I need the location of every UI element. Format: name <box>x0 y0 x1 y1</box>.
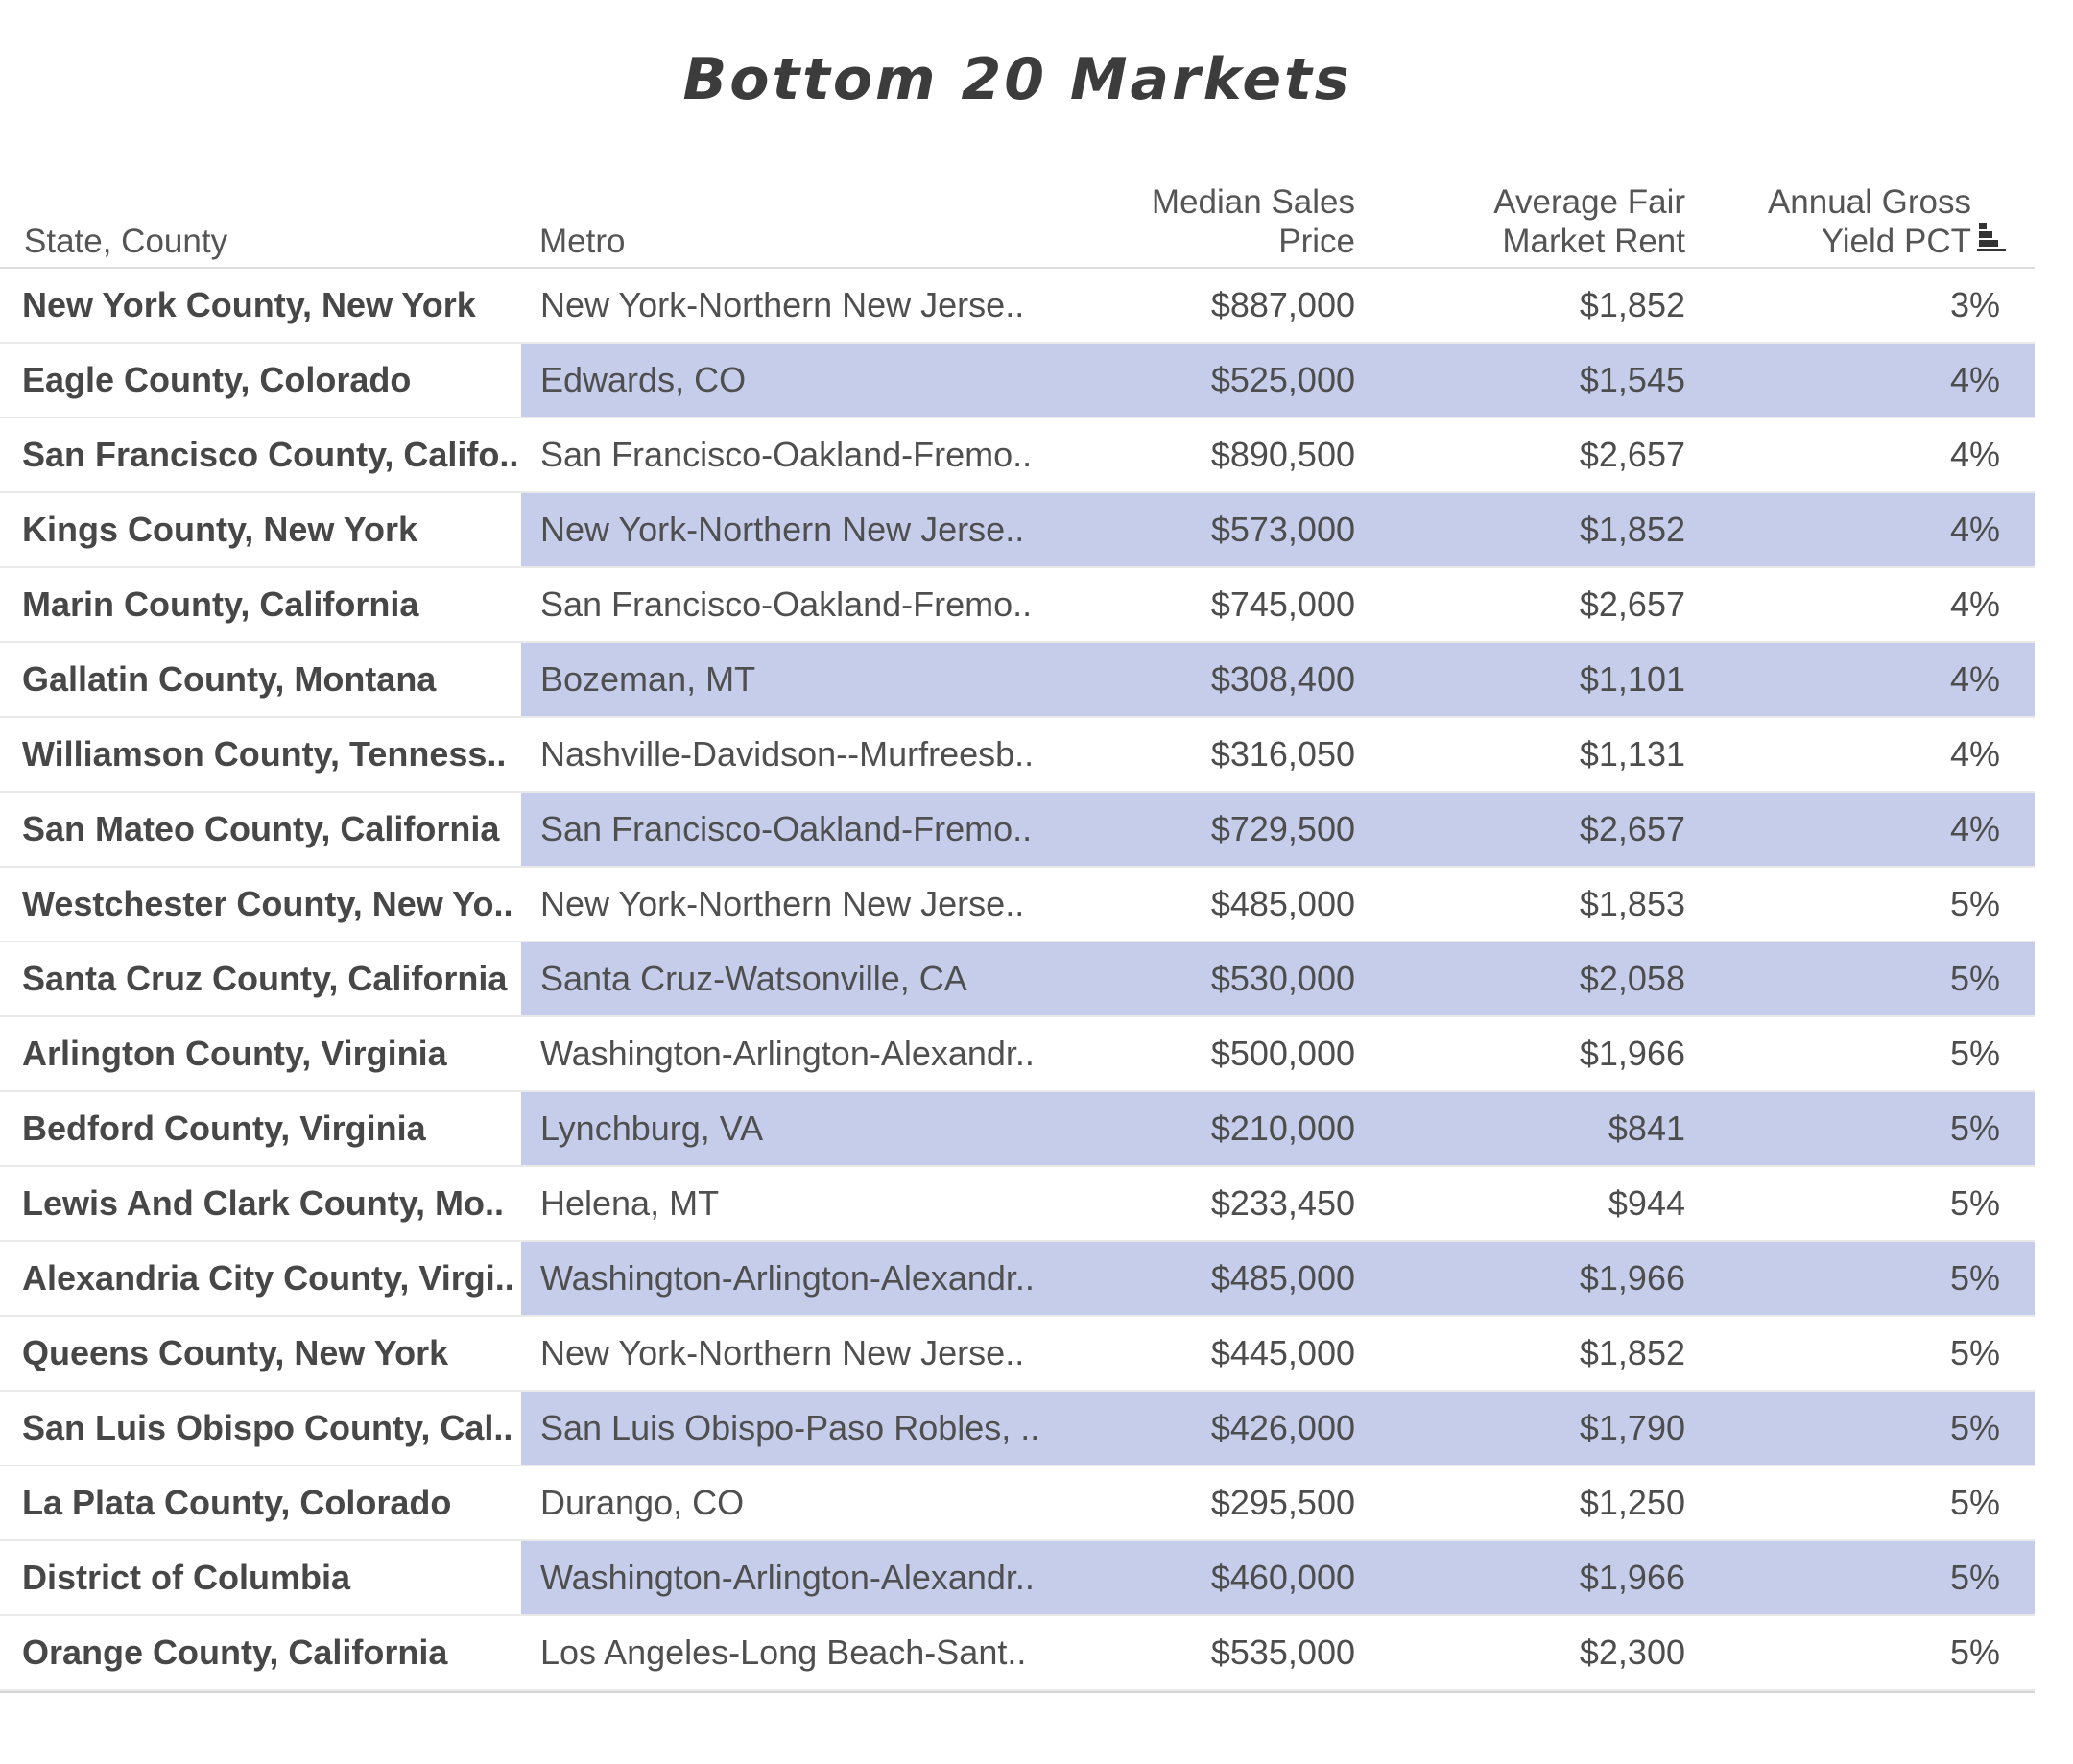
header-state-county-label: State, County <box>24 223 228 260</box>
chart-title: Bottom 20 Markets <box>682 46 1352 113</box>
sort-ascending-icon[interactable] <box>1977 221 2006 253</box>
cell-state: Orange County, California <box>22 1633 448 1672</box>
cell-price: $460,000 <box>1210 1558 1355 1597</box>
table-row[interactable] <box>0 942 2035 1015</box>
cell-metro: Washington-Arlington-Alexandr.. <box>540 1258 1035 1298</box>
cell-metro: San Francisco-Oakland-Fremo.. <box>540 809 1033 848</box>
cell-metro: San Francisco-Oakland-Fremo.. <box>540 584 1033 624</box>
cell-yield: 5% <box>1949 1408 2000 1447</box>
cell-state: Williamson County, Tenness.. <box>22 734 507 774</box>
table-row[interactable] <box>0 718 2035 791</box>
cell-yield: 5% <box>1949 1333 2000 1372</box>
cell-price: $485,000 <box>1210 884 1355 923</box>
table-bottom-border <box>0 1691 2035 1693</box>
cell-state: Lewis And Clark County, Mo.. <box>22 1183 505 1223</box>
cell-price: $426,000 <box>1210 1408 1355 1447</box>
header-metro-label: Metro <box>539 223 626 260</box>
cell-rent: $1,852 <box>1579 510 1685 549</box>
cell-metro: Helena, MT <box>540 1183 720 1223</box>
header-annual-gross-yield[interactable] <box>1768 182 1971 261</box>
cell-rent: $2,657 <box>1579 584 1685 624</box>
cell-rent: $2,300 <box>1579 1633 1685 1672</box>
cell-price: $525,000 <box>1210 360 1355 399</box>
markets-table <box>0 178 2035 1691</box>
cell-price: $316,050 <box>1210 734 1355 774</box>
table-row[interactable] <box>0 269 2035 342</box>
header-average-fair-market-rent[interactable] <box>1493 182 1685 261</box>
table-row[interactable] <box>0 1242 2035 1315</box>
table-row[interactable] <box>0 793 2035 866</box>
table-row[interactable] <box>0 1392 2035 1465</box>
cell-price: $745,000 <box>1210 584 1355 624</box>
cell-state: La Plata County, Colorado <box>22 1483 452 1522</box>
cell-state: San Luis Obispo County, Cal.. <box>22 1408 513 1447</box>
cell-metro: Washington-Arlington-Alexandr.. <box>540 1034 1035 1073</box>
cell-yield: 4% <box>1949 809 2000 848</box>
cell-yield: 4% <box>1949 584 2000 624</box>
cell-state: Santa Cruz County, California <box>22 959 508 998</box>
table-row[interactable] <box>0 1017 2035 1090</box>
cell-yield: 5% <box>1949 959 2000 998</box>
cell-yield: 5% <box>1949 1034 2000 1073</box>
cell-price: $729,500 <box>1210 809 1355 848</box>
cell-rent: $1,131 <box>1579 734 1685 774</box>
cell-rent: $944 <box>1608 1183 1685 1223</box>
cell-metro: Santa Cruz-Watsonville, CA <box>540 959 967 998</box>
header-metro[interactable] <box>539 222 625 261</box>
cell-yield: 4% <box>1949 510 2000 549</box>
cell-rent: $1,966 <box>1579 1558 1685 1597</box>
cell-price: $887,000 <box>1210 285 1355 324</box>
cell-state: Westchester County, New Yo.. <box>22 884 513 923</box>
cell-yield: 5% <box>1949 1483 2000 1522</box>
cell-state: New York County, New York <box>22 285 476 324</box>
cell-metro: Nashville-Davidson--Murfreesb.. <box>540 734 1035 774</box>
cell-price: $308,400 <box>1210 659 1355 699</box>
table-row[interactable] <box>0 418 2035 491</box>
header-yield-line2: Yield PCT <box>1821 223 1971 260</box>
cell-price: $890,500 <box>1210 435 1355 474</box>
cell-yield: 5% <box>1949 1258 2000 1298</box>
table-row[interactable] <box>0 868 2035 941</box>
cell-metro: Durango, CO <box>540 1483 745 1522</box>
cell-price: $210,000 <box>1210 1108 1355 1148</box>
cell-price: $573,000 <box>1210 510 1355 549</box>
cell-metro: New York-Northern New Jerse.. <box>540 510 1025 549</box>
header-state-county[interactable] <box>24 222 227 261</box>
cell-yield: 4% <box>1949 659 2000 699</box>
cell-rent: $2,058 <box>1579 959 1685 998</box>
cell-yield: 5% <box>1949 1633 2000 1672</box>
cell-state: District of Columbia <box>22 1558 351 1597</box>
header-rent-line1: Average Fair <box>1493 183 1685 221</box>
header-price-line1: Median Sales <box>1151 183 1355 221</box>
cell-price: $530,000 <box>1210 959 1355 998</box>
cell-state: San Mateo County, California <box>22 809 500 848</box>
cell-rent: $2,657 <box>1579 435 1685 474</box>
cell-yield: 5% <box>1949 1108 2000 1148</box>
header-rent-line2: Market Rent <box>1502 223 1685 260</box>
cell-metro: New York-Northern New Jerse.. <box>540 1333 1025 1372</box>
cell-metro: Washington-Arlington-Alexandr.. <box>540 1558 1035 1597</box>
cell-state: Arlington County, Virginia <box>22 1034 447 1073</box>
cell-price: $295,500 <box>1210 1483 1355 1522</box>
cell-yield: 5% <box>1949 1183 2000 1223</box>
cell-yield: 4% <box>1949 360 2000 399</box>
cell-price: $445,000 <box>1210 1333 1355 1372</box>
cell-metro: Lynchburg, VA <box>540 1108 764 1148</box>
cell-price: $535,000 <box>1210 1633 1355 1672</box>
cell-metro: New York-Northern New Jerse.. <box>540 285 1025 324</box>
cell-rent: $1,852 <box>1579 1333 1685 1372</box>
cell-price: $485,000 <box>1210 1258 1355 1298</box>
cell-metro: Bozeman, MT <box>540 659 756 699</box>
table-row[interactable] <box>0 1092 2035 1165</box>
cell-yield: 3% <box>1949 285 2000 324</box>
table-body <box>0 269 2035 1689</box>
cell-rent: $1,790 <box>1579 1408 1685 1447</box>
cell-state: Eagle County, Colorado <box>22 360 412 399</box>
cell-rent: $1,852 <box>1579 285 1685 324</box>
cell-state: Alexandria City County, Virgi.. <box>22 1258 514 1298</box>
table-header <box>0 178 2035 269</box>
table-row[interactable] <box>0 1466 2035 1539</box>
header-median-sales-price[interactable] <box>1152 182 1355 261</box>
cell-state: Bedford County, Virginia <box>22 1108 426 1148</box>
cell-metro: New York-Northern New Jerse.. <box>540 884 1025 923</box>
cell-rent: $1,853 <box>1579 884 1685 923</box>
table-row[interactable] <box>0 643 2035 716</box>
header-yield-line1: Annual Gross <box>1767 183 1971 221</box>
cell-state: Queens County, New York <box>22 1333 449 1372</box>
table-row[interactable] <box>0 1317 2035 1390</box>
cell-rent: $1,966 <box>1579 1258 1685 1298</box>
cell-yield: 5% <box>1949 884 2000 923</box>
table-row[interactable] <box>0 568 2035 641</box>
header-price-line2: Price <box>1278 223 1355 260</box>
cell-state: Kings County, New York <box>22 510 418 549</box>
cell-yield: 5% <box>1949 1558 2000 1597</box>
table-row[interactable] <box>0 1541 2035 1614</box>
cell-metro: San Francisco-Oakland-Fremo.. <box>540 435 1033 474</box>
cell-rent: $1,250 <box>1579 1483 1685 1522</box>
cell-state: San Francisco County, Califo.. <box>22 435 519 474</box>
table-row[interactable] <box>0 1616 2035 1689</box>
table-row[interactable] <box>0 493 2035 566</box>
cell-state: Gallatin County, Montana <box>22 659 437 699</box>
cell-rent: $1,545 <box>1579 360 1685 399</box>
cell-price: $233,450 <box>1210 1183 1355 1223</box>
cell-price: $500,000 <box>1210 1034 1355 1073</box>
cell-rent: $1,966 <box>1579 1034 1685 1073</box>
cell-rent: $841 <box>1608 1108 1685 1148</box>
cell-metro: Los Angeles-Long Beach-Sant.. <box>540 1633 1027 1672</box>
cell-state: Marin County, California <box>22 584 419 624</box>
cell-yield: 4% <box>1949 734 2000 774</box>
cell-metro: Edwards, CO <box>540 360 747 399</box>
cell-metro: San Luis Obispo-Paso Robles, .. <box>540 1408 1040 1447</box>
table-row[interactable] <box>0 1167 2035 1240</box>
table-row[interactable] <box>0 344 2035 417</box>
cell-yield: 4% <box>1949 435 2000 474</box>
cell-rent: $1,101 <box>1579 659 1685 699</box>
cell-rent: $2,657 <box>1579 809 1685 848</box>
